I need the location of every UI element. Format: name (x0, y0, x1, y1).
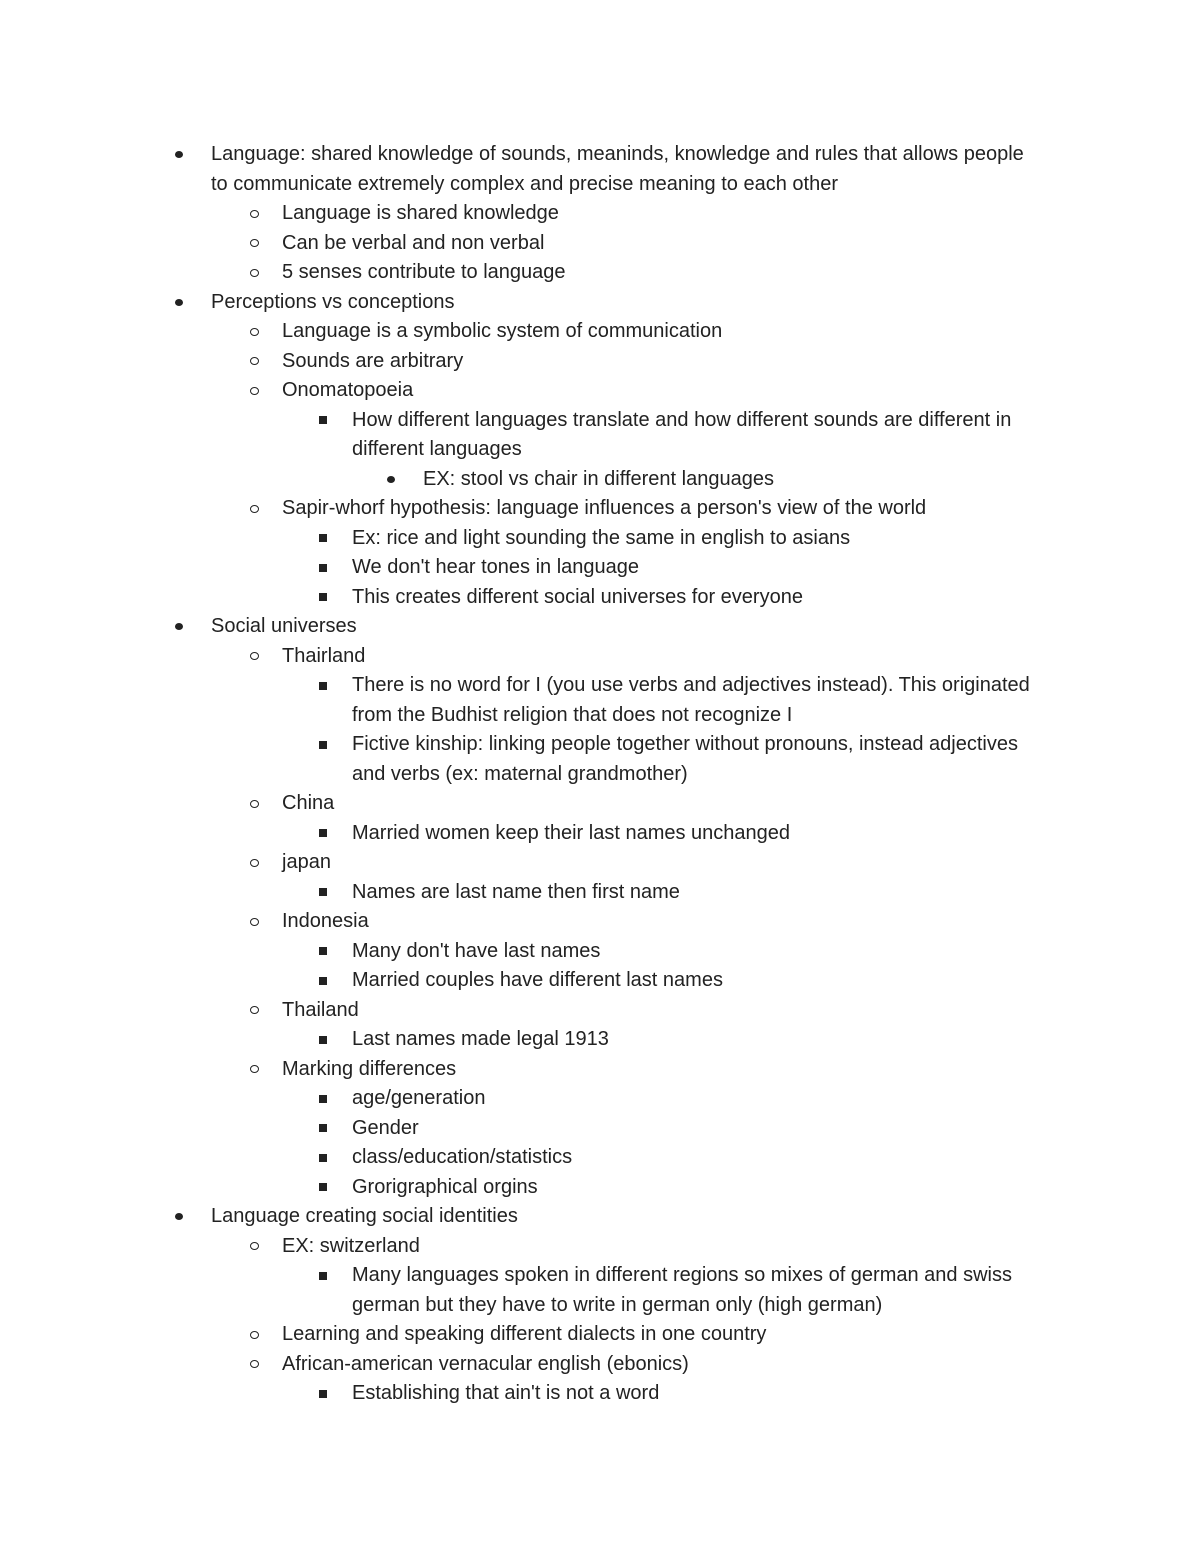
hollow-bullet-icon (246, 848, 262, 878)
list-item (352, 583, 1052, 613)
list-item (282, 1055, 1042, 1085)
list-item (423, 465, 1043, 495)
list-item (282, 907, 1042, 937)
list-item-text: Establishing that ain't is not a word (352, 1382, 660, 1404)
list-item-text: Indonesia (282, 910, 369, 932)
list-item (282, 789, 1042, 819)
filled-bullet-icon (171, 288, 187, 318)
hollow-bullet-icon (246, 789, 262, 819)
list-item (211, 288, 1041, 318)
list-item-text: Sounds are arbitrary (282, 349, 464, 372)
list-item-text: Thairland (282, 644, 366, 667)
list-item (352, 730, 1052, 789)
list-item (282, 1232, 1042, 1262)
list-item-text: Can be verbal and non verbal (282, 231, 545, 254)
square-bullet-icon (315, 1173, 331, 1203)
list-item-text: There is no word for I (you use verbs and adjectives instead). This originated from the Budhist religion that does not recognize I (352, 674, 1030, 726)
list-item-text: This creates different social universes for everyone (352, 585, 803, 608)
square-bullet-icon (315, 819, 331, 849)
hollow-bullet-icon (246, 199, 262, 229)
list-item-text: Marking differences (282, 1057, 457, 1080)
list-item-text: Ex: rice and light sounding the same in english to asians (352, 526, 851, 549)
list-item (282, 229, 1042, 259)
list-item-text: Language is shared knowledge (282, 202, 559, 224)
hollow-bullet-icon (246, 376, 262, 406)
list-item-text: China (282, 792, 335, 814)
list-item (282, 317, 1042, 347)
list-item (282, 642, 1042, 672)
list-item-text: Fictive kinship: linking people together without pronouns, instead adjectives and verbs (ex: maternal grandmother) (352, 733, 1018, 785)
list-item (282, 1320, 1042, 1350)
hollow-bullet-icon (246, 347, 262, 377)
list-item (352, 1261, 1052, 1320)
list-item (282, 376, 1042, 406)
hollow-bullet-icon (246, 642, 262, 672)
list-item (352, 1173, 1052, 1203)
list-item-text: Married women keep their last names unchanged (352, 821, 791, 844)
hollow-bullet-icon (246, 229, 262, 259)
list-item (352, 878, 1052, 908)
list-item (352, 1379, 1052, 1409)
list-item (352, 1143, 1052, 1173)
square-bullet-icon (315, 406, 331, 436)
hollow-bullet-icon (246, 996, 262, 1026)
square-bullet-icon (315, 1114, 331, 1144)
list-item-text: class/education/statistics (352, 1146, 573, 1168)
filled-bullet-icon (171, 140, 187, 170)
list-item (211, 1202, 1041, 1232)
square-bullet-icon (315, 553, 331, 583)
hollow-bullet-icon (246, 1232, 262, 1262)
list-item-text: EX: stool vs chair in different languages (423, 467, 774, 490)
square-bullet-icon (315, 524, 331, 554)
list-item (352, 553, 1052, 583)
hollow-bullet-icon (246, 258, 262, 288)
square-bullet-icon (315, 1261, 331, 1291)
square-bullet-icon (315, 1143, 331, 1173)
list-item (211, 140, 1041, 199)
square-bullet-icon (315, 1025, 331, 1055)
list-item (352, 819, 1052, 849)
notes-outline (0, 140, 1200, 1409)
list-item-text: Thailand (282, 998, 359, 1021)
list-item-text: Perceptions vs conceptions (211, 290, 455, 313)
list-item (352, 966, 1052, 996)
list-item-text: Language: shared knowledge of sounds, meaninds, knowledge and rules that allows people to communicate extremely complex and precise meaning to each other (211, 143, 1024, 195)
square-bullet-icon (315, 937, 331, 967)
list-item (282, 347, 1042, 377)
square-bullet-icon (315, 671, 331, 701)
list-item (352, 937, 1052, 967)
filled-bullet-icon (383, 465, 399, 495)
filled-bullet-icon (171, 612, 187, 642)
hollow-bullet-icon (246, 1055, 262, 1085)
list-item-text: Onomatopoeia (282, 379, 414, 401)
hollow-bullet-icon (246, 317, 262, 347)
list-item (352, 524, 1052, 554)
list-item-text: Language is a symbolic system of communication (282, 320, 723, 342)
square-bullet-icon (315, 878, 331, 908)
list-item-text: age/generation (352, 1087, 486, 1109)
list-item (282, 199, 1042, 229)
hollow-bullet-icon (246, 1320, 262, 1350)
list-item (352, 671, 1052, 730)
list-item (352, 1114, 1052, 1144)
list-item (282, 848, 1042, 878)
list-item (352, 406, 1052, 465)
list-item (211, 612, 1041, 642)
list-item (282, 258, 1042, 288)
hollow-bullet-icon (246, 907, 262, 937)
square-bullet-icon (315, 1379, 331, 1409)
square-bullet-icon (315, 1084, 331, 1114)
list-item-text: Last names made legal 1913 (352, 1028, 609, 1050)
list-item-text: Social universes (211, 615, 357, 637)
list-item-text: 5 senses contribute to language (282, 261, 566, 283)
list-item (282, 996, 1042, 1026)
hollow-bullet-icon (246, 1350, 262, 1380)
list-item-text: African-american vernacular english (ebonics) (282, 1352, 689, 1375)
list-item-text: How different languages translate and how different sounds are different in different languages (352, 408, 1012, 460)
list-item-text: Gender (352, 1116, 419, 1139)
hollow-bullet-icon (246, 494, 262, 524)
list-item-text: EX: switzerland (282, 1234, 420, 1257)
list-item-text: Many don't have last names (352, 939, 601, 962)
list-item-text: Names are last name then first name (352, 880, 680, 903)
list-item-text: Many languages spoken in different regions so mixes of german and swiss german but they have to write in german only (high german) (352, 1264, 1012, 1316)
square-bullet-icon (315, 730, 331, 760)
list-item (352, 1025, 1052, 1055)
list-item (282, 1350, 1042, 1380)
list-item-text: Language creating social identities (211, 1205, 518, 1227)
list-item (352, 1084, 1052, 1114)
list-item-text: Sapir-whorf hypothesis: language influences a person's view of the world (282, 497, 927, 519)
list-item-text: Married couples have different last names (352, 969, 723, 991)
list-item-text: Learning and speaking different dialects in one country (282, 1323, 767, 1345)
list-item-text: We don't hear tones in language (352, 556, 639, 578)
square-bullet-icon (315, 583, 331, 613)
list-item (282, 494, 1042, 524)
list-item-text: japan (282, 851, 331, 873)
square-bullet-icon (315, 966, 331, 996)
filled-bullet-icon (171, 1202, 187, 1232)
list-item-text: Grorigraphical orgins (352, 1175, 538, 1198)
